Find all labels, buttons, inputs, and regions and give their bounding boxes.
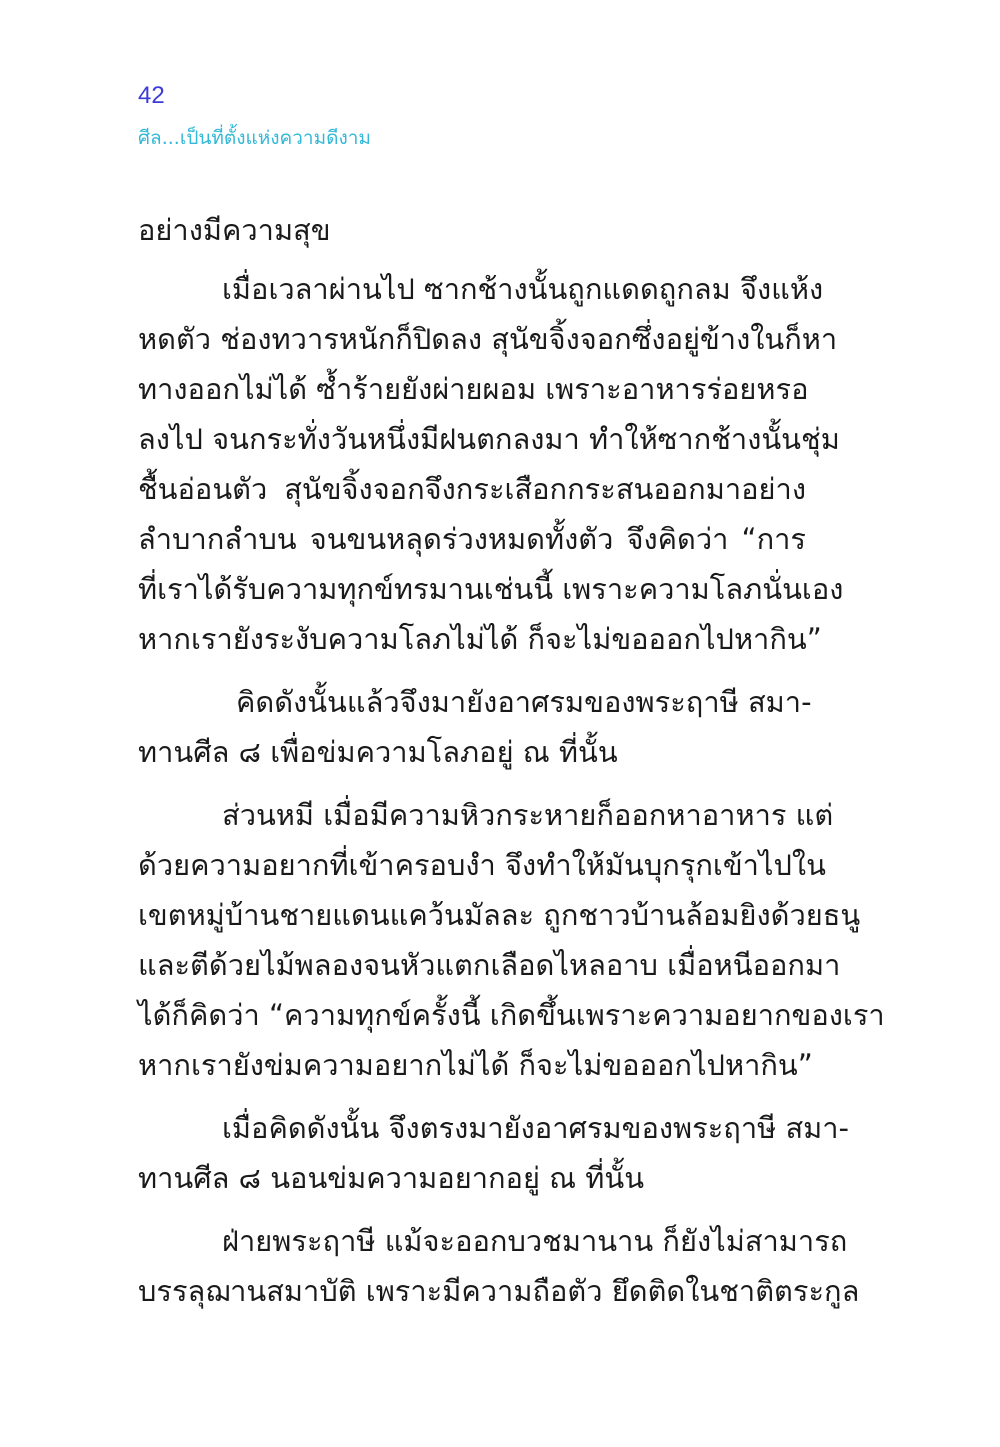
text-line: คิดดังนั้นแล้วจึงมายังอาศรมของพระฤาษี สมา- — [236, 685, 812, 719]
text-line: บรรลุฌานสมาบัติ เพราะมีความถือตัว ยึดติดในชาติตระกูล — [138, 1274, 860, 1308]
text-line: ได้ก็คิดว่า “ความทุกข์ครั้งนี้ เกิดขึ้นเพราะความอยากของเรา — [138, 998, 885, 1032]
text-line: ด้วยความอยากที่เข้าครอบงำ จึงทำให้มันบุกรุกเข้าไปใน — [138, 848, 826, 882]
text-line: ชื้นอ่อนตัว สุนัขจิ้งจอกจึงกระเสือกกระสนออกมาอย่าง — [138, 472, 806, 506]
paragraph-4 — [138, 1103, 850, 1203]
paragraph-1 — [138, 264, 844, 664]
text-line: อย่างมีความสุข — [138, 213, 331, 247]
paragraph-2 — [138, 677, 812, 777]
running-header-title: ศีล...เป็นที่ตั้งแห่งความดีงาม — [138, 127, 371, 149]
text-line: ลงไป จนกระทั่งวันหนึ่งมีฝนตกลงมา ทำให้ซากช้างนั้นชุ่ม — [138, 422, 840, 456]
text-line: เขตหมู่บ้านชายแดนแคว้นมัลละ ถูกชาวบ้านล้อมยิงด้วยธนู — [138, 898, 861, 932]
paragraph-continuation — [138, 205, 806, 255]
text-line: ส่วนหมี เมื่อมีความหิวกระหายก็ออกหาอาหาร แต่ — [222, 798, 834, 832]
text-line: ทางออกไม่ได้ ซ้ำร้ายยังผ่ายผอม เพราะอาหารร่อยหรอ — [138, 372, 809, 406]
text-line: ฝ่ายพระฤาษี แม้จะออกบวชมานาน ก็ยังไม่สามารถ — [222, 1224, 848, 1258]
text-line: เมื่อเวลาผ่านไป ซากช้างนั้นถูกแดดถูกลม จึงแห้ง — [222, 272, 824, 306]
text-line: หากเรายังข่มความอยากไม่ได้ ก็จะไม่ขอออกไปหากิน” — [138, 1048, 813, 1082]
text-line: หากเรายังระงับความโลภไม่ได้ ก็จะไม่ขอออกไปหากิน” — [138, 622, 822, 656]
text-line: ทานศีล ๘ เพื่อข่มความโลภอยู่ ณ ที่นั้น — [138, 735, 618, 769]
paragraph-5 — [138, 1216, 860, 1316]
text-line: ทานศีล ๘ นอนข่มความอยากอยู่ ณ ที่นั้น — [138, 1161, 645, 1195]
text-line: หดตัว ช่องทวารหนักก็ปิดลง สุนัขจิ้งจอกซึ่งอยู่ข้างในก็หา — [138, 322, 838, 356]
text-line: เมื่อคิดดังนั้น จึงตรงมายังอาศรมของพระฤาษี สมา- — [222, 1111, 850, 1145]
text-line: และตีด้วยไม้พลองจนหัวแตกเลือดไหลอาบ เมื่อหนีออกมา — [138, 948, 841, 982]
text-line: ที่เราได้รับความทุกข์ทรมานเช่นนี้ เพราะความโลภนั่นเอง — [138, 572, 844, 606]
text-line: ลำบากลำบน จนขนหลุดร่วงหมดทั้งตัว จึงคิดว่า “การ — [138, 522, 806, 556]
paragraph-3 — [138, 790, 885, 1090]
page-number: 42 — [138, 82, 165, 109]
body-text — [138, 205, 885, 1316]
